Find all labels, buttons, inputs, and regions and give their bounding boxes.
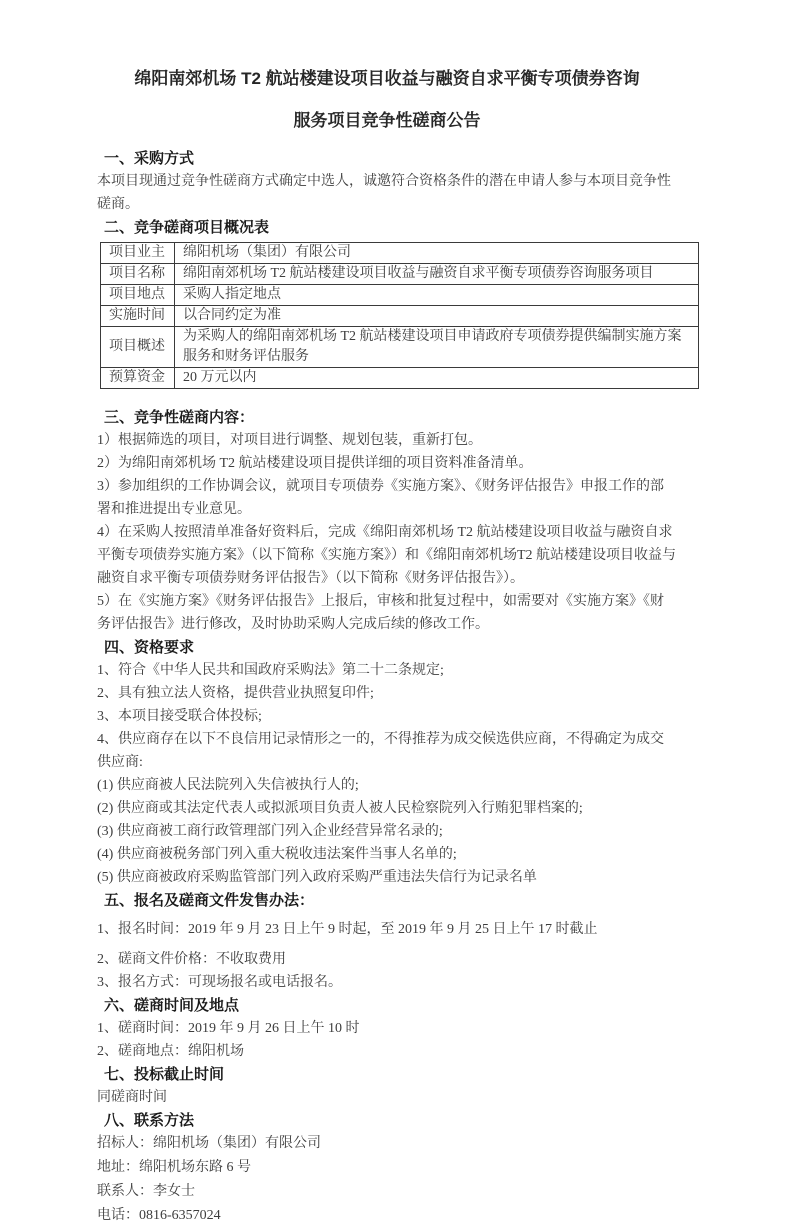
section-4-item: 4、供应商存在以下不良信用记录情形之一的，不得推荐为成交候选供应商，不得确定为成交供应商: bbox=[97, 732, 664, 770]
contact-address: 地址：绵阳机场东路 6 号 bbox=[97, 1160, 251, 1175]
table-row-schedule bbox=[101, 306, 699, 327]
row-label: 项目概述 bbox=[101, 327, 175, 368]
row-value: 采购人指定地点 bbox=[175, 285, 699, 306]
table-row-summary bbox=[101, 327, 699, 368]
section-3-item: 1）根据筛选的项目，对项目进行调整、规划包装，重新打包。 bbox=[97, 433, 482, 448]
row-label: 项目地点 bbox=[101, 285, 175, 306]
doc-title-line2: 服务项目竞争性磋商公告 bbox=[293, 111, 481, 130]
section-4-subitem: (2) 供应商或其法定代表人或拟派项目负责人被人民检察院列入行贿犯罪档案的; bbox=[97, 801, 583, 816]
section-4-heading: 四、资格要求 bbox=[104, 639, 195, 656]
contact-person: 联系人：李女士 bbox=[97, 1184, 195, 1199]
section-1-body: 本项目现通过竞争性磋商方式确定中选人，诚邀符合资格条件的潜在申请人参与本项目竞争性磋商。 bbox=[97, 174, 671, 212]
project-overview-table bbox=[100, 242, 699, 389]
section-6-item: 1、磋商时间：2019 年 9 月 26 日上午 10 时 bbox=[97, 1021, 360, 1036]
section-4-subitem: (4) 供应商被税务部门列入重大税收违法案件当事人名单的; bbox=[97, 847, 457, 862]
row-value: 绵阳南郊机场 T2 航站楼建设项目收益与融资自求平衡专项债券咨询服务项目 bbox=[175, 264, 699, 285]
section-5-item: 2、磋商文件价格：不收取费用 bbox=[97, 952, 286, 967]
section-3-item: 3）参加组织的工作协调会议，就项目专项债券《实施方案》、《财务评估报告》申报工作的部署和推进提出专业意见。 bbox=[97, 479, 664, 517]
section-6-item: 2、磋商地点：绵阳机场 bbox=[97, 1044, 244, 1059]
section-1-heading: 一、采购方式 bbox=[104, 150, 195, 167]
section-4-item: 1、符合《中华人民共和国政府采购法》第二十二条规定; bbox=[97, 663, 444, 678]
doc-title-line1: 绵阳南郊机场 T2 航站楼建设项目收益与融资自求平衡专项债券咨询 bbox=[134, 69, 640, 88]
section-4-subitem: (5) 供应商被政府采购监管部门列入政府采购严重违法失信行为记录名单 bbox=[97, 870, 537, 885]
section-4-item: 2、具有独立法人资格，提供营业执照复印件; bbox=[97, 686, 374, 701]
row-value: 绵阳机场（集团）有限公司 bbox=[175, 243, 699, 264]
section-5-item: 1、报名时间：2019 年 9 月 23 日上午 9 时起，至 2019 年 9 月 25 日上午 17 时截止 bbox=[97, 922, 598, 937]
section-8-heading: 八、联系方法 bbox=[104, 1112, 195, 1129]
section-7-heading: 七、投标截止时间 bbox=[104, 1066, 225, 1083]
section-7-body: 同磋商时间 bbox=[97, 1090, 167, 1105]
row-label: 预算资金 bbox=[101, 368, 175, 389]
section-3-item: 5）在《实施方案》《财务评估报告》上报后，审核和批复过程中，如需要对《实施方案》《财务评估报告》进行修改，及时协助采购人完成后续的修改工作。 bbox=[97, 594, 664, 632]
budget-value: 20 万元以内 bbox=[175, 368, 699, 389]
section-4-subitem: (1) 供应商被人民法院列入失信被执行人的; bbox=[97, 778, 359, 793]
section-5-heading: 五、报名及磋商文件发售办法： bbox=[104, 892, 315, 909]
section-3-heading: 三、竞争性磋商内容： bbox=[104, 409, 255, 426]
row-label: 项目名称 bbox=[101, 264, 175, 285]
section-2-heading: 二、竞争磋商项目概况表 bbox=[104, 219, 270, 236]
section-4-item: 3、本项目接受联合体投标; bbox=[97, 709, 262, 724]
section-5-item: 3、报名方式：可现场报名或电话报名。 bbox=[97, 975, 342, 990]
section-3-item: 2）为绵阳南郊机场 T2 航站楼建设项目提供详细的项目资料准备清单。 bbox=[97, 456, 533, 471]
section-4-subitem: (3) 供应商被工商行政管理部门列入企业经营异常名录的; bbox=[97, 824, 443, 839]
row-value: 以合同约定为准 bbox=[175, 306, 699, 327]
row-label: 实施时间 bbox=[101, 306, 175, 327]
section-3-item: 4）在采购人按照清单准备好资料后，完成《绵阳南郊机场 T2 航站楼建设项目收益与融资自求平衡专项债券实施方案》（以下简称《实施方案》）和《绵阳南郊机场T2 航站楼建设项目收益与融资自求平衡专项债券财务评估报告》（以下简称《财务评估报告》）。 bbox=[97, 525, 677, 586]
row-label: 项目业主 bbox=[101, 243, 175, 264]
contact-phone: 电话：0816-6357024 bbox=[97, 1208, 221, 1223]
section-6-heading: 六、磋商时间及地点 bbox=[104, 997, 240, 1014]
contact-tenderer: 招标人：绵阳机场（集团）有限公司 bbox=[97, 1136, 321, 1151]
table-row-location bbox=[101, 285, 699, 306]
doc-title bbox=[97, 58, 677, 142]
table-row-budget bbox=[101, 368, 699, 389]
row-value: 为采购人的绵阳南郊机场 T2 航站楼建设项目申请政府专项债券提供编制实施方案服务和财务评估服务 bbox=[175, 327, 699, 368]
table-row-owner bbox=[101, 243, 699, 264]
table-row-name bbox=[101, 264, 699, 285]
